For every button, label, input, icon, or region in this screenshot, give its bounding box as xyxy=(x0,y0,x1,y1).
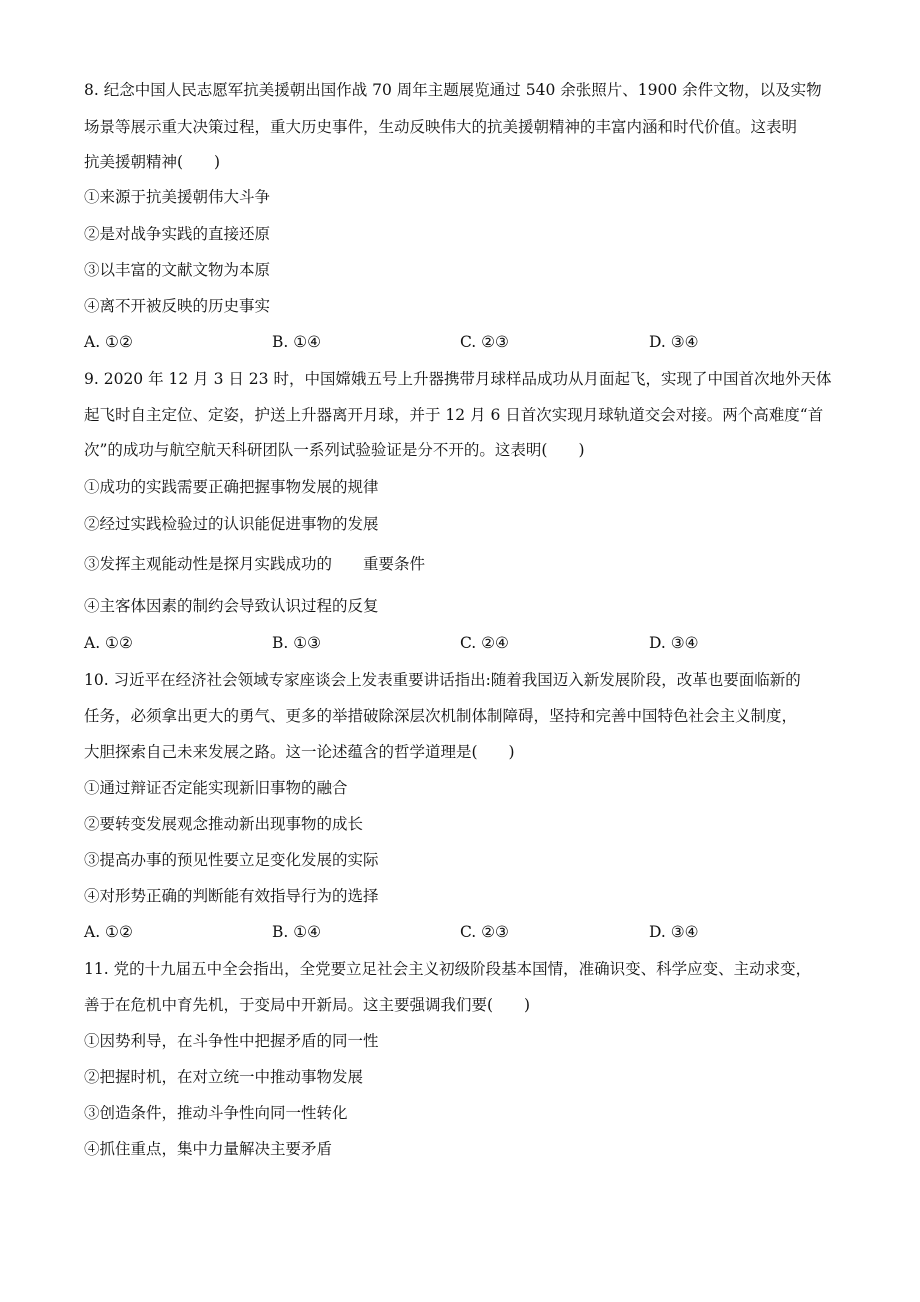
q10-item-3: ③提高办事的预见性要立足变化发展的实际 xyxy=(84,851,379,869)
q9-option-b: B. ①③ xyxy=(272,634,322,652)
q11-item-1: ①因势利导，在斗争性中把握矛盾的同一性 xyxy=(84,1032,379,1050)
q8-option-c: C. ②③ xyxy=(460,333,509,351)
q8-option-b: B. ①④ xyxy=(272,333,322,351)
q11-stem-line-1: 11. 党的十九届五中全会指出，全党要立足社会主义初级阶段基本国情，准确识变、科学应变、主动求变， xyxy=(84,960,812,978)
q9-item-4: ④主客体因素的制约会导致认识过程的反复 xyxy=(84,597,379,615)
q9-stem-line-3: 次”的成功与航空航天科研团队一系列试验验证是分不开的。这表明( ) xyxy=(84,441,585,459)
q10-option-a: A. ①② xyxy=(84,923,133,941)
q10-option-c: C. ②③ xyxy=(460,923,509,941)
q10-stem-line-1: 10. 习近平在经济社会领域专家座谈会上发表重要讲话指出:随着我国迈入新发展阶段，改革也要面临新的 xyxy=(84,671,801,689)
q9-stem-line-1: 9. 2020 年 12 月 3 日 23 时，中国嫦娥五号上升器携带月球样品成功从月面起飞，实现了中国首次地外天体 xyxy=(84,370,832,388)
q9-option-a: A. ①② xyxy=(84,634,133,652)
q8-stem-line-3: 抗美援朝精神( ) xyxy=(84,153,221,171)
q9-item-2: ②经过实践检验过的认识能促进事物的发展 xyxy=(84,515,379,533)
q8-option-d: D. ③④ xyxy=(649,333,699,351)
q8-item-2: ②是对战争实践的直接还原 xyxy=(84,225,271,243)
q10-stem-line-3: 大胆探索自己未来发展之路。这一论述蕴含的哲学道理是( ) xyxy=(84,743,515,761)
q10-option-d: D. ③④ xyxy=(649,923,699,941)
q8-stem-line-2: 场景等展示重大决策过程，重大历史事件，生动反映伟大的抗美援朝精神的丰富内涵和时代价值。这表明 xyxy=(84,118,798,136)
q8-item-3: ③以丰富的文献文物为本原 xyxy=(84,261,271,279)
q11-item-2: ②把握时机，在对立统一中推动事物发展 xyxy=(84,1068,364,1086)
q8-option-a: A. ①② xyxy=(84,333,133,351)
q11-item-4: ④抓住重点，集中力量解决主要矛盾 xyxy=(84,1140,333,1158)
q8-item-1: ①来源于抗美援朝伟大斗争 xyxy=(84,188,271,206)
q11-stem-line-2: 善于在危机中育先机，于变局中开新局。这主要强调我们要( ) xyxy=(84,996,531,1014)
q10-item-2: ②要转变发展观念推动新出现事物的成长 xyxy=(84,815,364,833)
q8-item-4: ④离不开被反映的历史事实 xyxy=(84,297,271,315)
q10-item-4: ④对形势正确的判断能有效指导行为的选择 xyxy=(84,887,379,905)
q10-stem-line-2: 任务，必须拿出更大的勇气、更多的举措破除深层次机制体制障碍，坚持和完善中国特色社会主义制度， xyxy=(84,707,798,725)
q9-stem-line-2: 起飞时自主定位、定姿，护送上升器离开月球，并于 12 月 6 日首次实现月球轨道交会对接。两个高难度“首 xyxy=(84,406,824,424)
q9-option-d: D. ③④ xyxy=(649,634,699,652)
q9-item-1: ①成功的实践需要正确把握事物发展的规律 xyxy=(84,478,379,496)
q10-option-b: B. ①④ xyxy=(272,923,322,941)
q9-item-3: ③发挥主观能动性是探月实践成功的 重要条件 xyxy=(84,555,426,573)
q9-option-c: C. ②④ xyxy=(460,634,509,652)
q10-item-1: ①通过辩证否定能实现新旧事物的融合 xyxy=(84,779,348,797)
q11-item-3: ③创造条件，推动斗争性向同一性转化 xyxy=(84,1104,348,1122)
q8-stem-line-1: 8. 纪念中国人民志愿军抗美援朝出国作战 70 周年主题展览通过 540 余张照片、1900 余件文物，以及实物 xyxy=(84,81,822,99)
